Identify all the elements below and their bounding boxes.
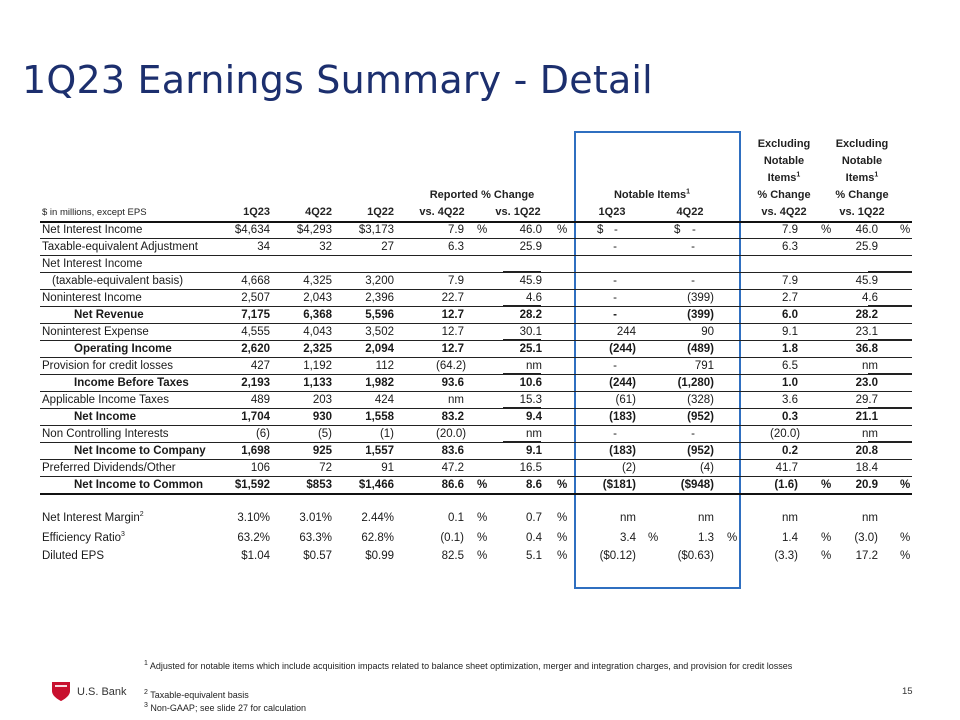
cell-q1-23: 2,507 <box>241 292 270 304</box>
cell-e4: 2.7 <box>782 292 798 304</box>
cell-q1-23: 2,620 <box>241 343 270 355</box>
cell-q4-22: $0.57 <box>303 550 332 562</box>
cell-r4: 86.6 <box>441 479 464 491</box>
cell-r1: 5.1 <box>526 550 542 562</box>
row-divider <box>40 391 912 392</box>
subtotal-underline <box>503 441 541 442</box>
cell-e4: 1.4 <box>782 532 798 544</box>
cell-q1-22: 2,396 <box>365 292 394 304</box>
brand-name: U.S. Bank <box>77 686 127 698</box>
percent-sign: % <box>900 550 911 562</box>
cell-e1: (3.0) <box>854 532 878 544</box>
cell-n4: (399) <box>687 292 714 304</box>
cell-r1: 46.0 <box>519 224 542 236</box>
table-row <box>0 548 960 565</box>
cell-r1: nm <box>526 428 542 440</box>
cell-n1: - <box>613 275 617 287</box>
units-label: $ in millions, except EPS <box>42 207 147 218</box>
cell-q1-22: $1,466 <box>358 479 394 491</box>
table-row <box>0 239 960 256</box>
cell-n1: (183) <box>609 411 636 423</box>
cell-q1-22: 424 <box>374 394 394 406</box>
cell-r4: 7.9 <box>448 224 464 236</box>
cell-n4: - <box>691 241 695 253</box>
col-1q22-header: 1Q22 <box>367 206 394 218</box>
row-divider <box>40 272 912 273</box>
excluding-header-2: Excluding <box>835 138 889 150</box>
cell-r4: 7.9 <box>448 275 464 287</box>
subtotal-underline <box>868 271 912 272</box>
cell-e1: 25.9 <box>855 241 878 253</box>
pct-change-header-1: % Change <box>757 189 811 201</box>
subtotal-underline <box>503 373 541 374</box>
cell-r1: 16.5 <box>519 462 542 474</box>
percent-sign: % <box>557 512 568 524</box>
cell-r1: 9.4 <box>526 411 542 423</box>
cell-n4: 791 <box>694 360 714 372</box>
cell-q1-23: 2,193 <box>241 377 270 389</box>
cell-n4: 1.3 <box>698 532 714 544</box>
cell-n4: (399) <box>687 309 714 321</box>
cell-q4-22: $853 <box>306 479 332 491</box>
cell-q4-22: 2,325 <box>303 343 332 355</box>
cell-q1-22: 5,596 <box>365 309 394 321</box>
cell-r4: 82.5 <box>441 550 464 562</box>
cell-r1: 0.7 <box>526 512 542 524</box>
cell-q4-22: 63.3% <box>299 532 332 544</box>
col-4q22-header: 4Q22 <box>305 206 332 218</box>
cell-q1-22: 27 <box>381 241 394 253</box>
cell-r4: (20.0) <box>436 428 467 440</box>
subtotal-underline <box>503 305 541 306</box>
table-row <box>0 426 960 443</box>
cell-q4-22: 4,043 <box>303 326 332 338</box>
row-divider <box>40 476 912 477</box>
table-row <box>0 530 960 547</box>
ex-vs-1q22-header: vs. 1Q22 <box>839 206 885 218</box>
subtotal-underline <box>868 305 912 306</box>
cell-q1-22: $0.99 <box>365 550 394 562</box>
table-row <box>0 256 960 273</box>
vs-4q22-header: vs. 4Q22 <box>419 206 465 218</box>
notable-header-1: Notable <box>763 155 805 167</box>
cell-q1-23: 427 <box>250 360 270 372</box>
col-1q23-header: 1Q23 <box>243 206 270 218</box>
table-row <box>0 392 960 409</box>
page-number: 15 <box>902 686 913 697</box>
cell-n1: 244 <box>616 326 636 338</box>
cell-q1-23: $4,634 <box>234 224 270 236</box>
items-header-2: Items$^1$ <box>845 171 879 184</box>
table-row <box>0 290 960 307</box>
cell-e1: 29.7 <box>855 394 878 406</box>
table-row <box>0 409 960 426</box>
cell-q1-23: $1,592 <box>234 479 270 491</box>
cell-r1: 9.1 <box>526 445 542 457</box>
cell-q4-22: (5) <box>317 428 332 440</box>
row-label: Preferred Dividends/Other <box>42 462 176 474</box>
row-label: Net Interest Income <box>42 224 143 236</box>
pct-change-header-2: % Change <box>835 189 889 201</box>
cell-n1: (183) <box>609 445 636 457</box>
row-label: Applicable Income Taxes <box>42 394 169 406</box>
cell-e1: 18.4 <box>855 462 878 474</box>
cell-e4: 6.5 <box>782 360 798 372</box>
row-divider <box>40 374 912 375</box>
percent-sign: % <box>477 479 488 491</box>
cell-r1: 25.9 <box>519 241 542 253</box>
cell-r4: 83.2 <box>441 411 464 423</box>
notable-items-header: Notable Items$^1$ <box>613 188 691 201</box>
cell-n4: (952) <box>687 445 714 457</box>
cell-e4: 3.6 <box>782 394 798 406</box>
cell-q4-22: 3.01% <box>299 512 332 524</box>
cell-r4: 47.2 <box>441 462 464 474</box>
cell-e4: 0.3 <box>782 411 798 423</box>
cell-n4: nm <box>698 512 714 524</box>
table-row <box>0 358 960 375</box>
percent-sign: % <box>648 532 659 544</box>
cell-e4: nm <box>782 512 798 524</box>
percent-sign: % <box>477 224 488 236</box>
cell-n4: 90 <box>701 326 714 338</box>
cell-n1: - <box>613 360 617 372</box>
cell-e4: 41.7 <box>775 462 798 474</box>
table-row <box>0 222 960 239</box>
row-divider <box>40 238 912 239</box>
cell-r4: (0.1) <box>440 532 464 544</box>
cell-r4: 12.7 <box>441 309 464 321</box>
cell-e1: 21.1 <box>855 411 878 423</box>
row-label: Net Revenue <box>74 309 144 321</box>
cell-n1: (61) <box>615 394 636 406</box>
cell-n4: - <box>691 428 695 440</box>
cell-q1-22: $3,173 <box>358 224 394 236</box>
reported-change-header: Reported % Change <box>429 189 535 201</box>
row-label: Income Before Taxes <box>74 377 189 389</box>
cell-q1-23: 1,704 <box>241 411 270 423</box>
cell-e1: nm <box>862 428 878 440</box>
subtotal-underline <box>868 407 912 408</box>
cell-e4: 6.0 <box>782 309 798 321</box>
subtotal-underline <box>868 373 912 374</box>
cell-e1: 20.8 <box>855 445 878 457</box>
percent-sign: % <box>557 479 568 491</box>
row-divider <box>40 442 912 443</box>
cell-e1: 20.9 <box>855 479 878 491</box>
cell-e4: 7.9 <box>782 224 798 236</box>
table-row <box>0 341 960 358</box>
cell-e1: 28.2 <box>855 309 878 321</box>
table-row <box>0 324 960 341</box>
cell-e1: nm <box>862 512 878 524</box>
table-row <box>0 460 960 477</box>
footnote-3: $^3$ Non-GAAP; see slide 27 for calculation <box>144 702 307 713</box>
cell-r4: 12.7 <box>441 343 464 355</box>
us-bank-shield-icon <box>50 680 72 707</box>
cell-r1: 30.1 <box>519 326 542 338</box>
items-header-1: Items$^1$ <box>767 171 801 184</box>
notable-4q22-header: 4Q22 <box>676 206 704 218</box>
cell-q1-22: 3,200 <box>365 275 394 287</box>
percent-sign: % <box>821 224 832 236</box>
cell-n1: (2) <box>621 462 636 474</box>
row-label: Noninterest Expense <box>42 326 149 338</box>
cell-q4-22: 203 <box>312 394 332 406</box>
cell-n4: (1,280) <box>677 377 714 389</box>
page-title: 1Q23 Earnings Summary - Detail <box>22 58 653 102</box>
percent-sign: % <box>900 532 911 544</box>
footnote-1: $^1$ Adjusted for notable items which include acquisition impacts related to balance sheet optimization, merger and integration charges, and provision for credit losses <box>144 660 793 671</box>
cell-q1-22: 2,094 <box>365 343 394 355</box>
percent-sign: % <box>477 532 488 544</box>
cell-n1: - <box>614 224 618 236</box>
dollar-sign: $ <box>597 224 604 236</box>
cell-e1: 23.1 <box>855 326 878 338</box>
percent-sign: % <box>821 532 832 544</box>
cell-n1: - <box>613 309 617 321</box>
subtotal-underline <box>503 271 541 272</box>
row-divider <box>40 306 912 307</box>
cell-r1: 15.3 <box>519 394 542 406</box>
percent-sign: % <box>727 532 738 544</box>
cell-n4: (952) <box>687 411 714 423</box>
subtotal-underline <box>868 441 912 442</box>
cell-n4: (328) <box>687 394 714 406</box>
cell-n1: ($0.12) <box>599 550 636 562</box>
cell-q1-22: 91 <box>381 462 394 474</box>
cell-e1: 23.0 <box>855 377 878 389</box>
cell-e4: 0.2 <box>782 445 798 457</box>
cell-n1: ($181) <box>602 479 636 491</box>
cell-q4-22: 925 <box>312 445 332 457</box>
cell-q4-22: 1,192 <box>303 360 332 372</box>
cell-q1-22: 62.8% <box>361 532 394 544</box>
row-divider <box>40 255 912 256</box>
cell-n1: - <box>613 241 617 253</box>
cell-n1: (244) <box>609 343 636 355</box>
cell-n4: (4) <box>699 462 714 474</box>
table-row <box>0 375 960 392</box>
percent-sign: % <box>557 224 568 236</box>
cell-n1: nm <box>620 512 636 524</box>
cell-n4: - <box>691 275 695 287</box>
cell-q4-22: 2,043 <box>303 292 332 304</box>
cell-e4: (20.0) <box>770 428 801 440</box>
cell-r4: 12.7 <box>441 326 464 338</box>
cell-e1: 46.0 <box>855 224 878 236</box>
cell-r1: 8.6 <box>526 479 542 491</box>
cell-e1: 17.2 <box>855 550 878 562</box>
cell-n4: ($0.63) <box>677 550 714 562</box>
cell-r1: 45.9 <box>519 275 542 287</box>
cell-q1-23: 489 <box>250 394 270 406</box>
percent-sign: % <box>821 479 832 491</box>
cell-e1: 4.6 <box>862 292 878 304</box>
cell-q1-23: (6) <box>255 428 270 440</box>
row-label: Taxable-equivalent Adjustment <box>42 241 198 253</box>
table-row <box>0 477 960 494</box>
row-divider <box>40 425 912 426</box>
cell-e1: 36.8 <box>855 343 878 355</box>
cell-r1: 4.6 <box>526 292 542 304</box>
section-rule <box>40 493 912 495</box>
percent-sign: % <box>900 479 911 491</box>
cell-n1: 3.4 <box>620 532 636 544</box>
cell-q4-22: 32 <box>319 241 332 253</box>
cell-q1-23: $1.04 <box>241 550 270 562</box>
cell-e4: 7.9 <box>782 275 798 287</box>
cell-e4: (3.3) <box>774 550 798 562</box>
cell-n4: (489) <box>687 343 714 355</box>
cell-n1: (244) <box>609 377 636 389</box>
cell-q4-22: $4,293 <box>296 224 332 236</box>
cell-q1-23: 63.2% <box>237 532 270 544</box>
row-label: Net Interest Income <box>42 258 143 270</box>
percent-sign: % <box>557 550 568 562</box>
percent-sign: % <box>821 550 832 562</box>
vs-1q22-header: vs. 1Q22 <box>495 206 541 218</box>
percent-sign: % <box>477 550 488 562</box>
cell-e4: 9.1 <box>782 326 798 338</box>
row-divider <box>40 408 912 409</box>
table-row <box>0 510 960 527</box>
row-label: Diluted EPS <box>42 550 105 562</box>
row-divider <box>40 340 912 341</box>
row-label: Net Interest Margin$^2$ <box>42 511 144 524</box>
percent-sign: % <box>557 532 568 544</box>
percent-sign: % <box>477 512 488 524</box>
cell-e4: 6.3 <box>782 241 798 253</box>
cell-q1-23: 4,668 <box>241 275 270 287</box>
row-label: Operating Income <box>74 343 172 355</box>
cell-q4-22: 4,325 <box>303 275 332 287</box>
cell-r1: 28.2 <box>519 309 542 321</box>
cell-n1: - <box>613 292 617 304</box>
cell-q1-22: (1) <box>379 428 394 440</box>
row-divider <box>40 289 912 290</box>
percent-sign: % <box>900 224 911 236</box>
table-row <box>0 307 960 324</box>
cell-r4: (64.2) <box>436 360 467 372</box>
cell-q1-23: 4,555 <box>241 326 270 338</box>
cell-q1-22: 1,558 <box>365 411 394 423</box>
cell-q1-23: 106 <box>250 462 270 474</box>
table-row <box>0 443 960 460</box>
cell-r4: 93.6 <box>441 377 464 389</box>
cell-r4: 0.1 <box>448 512 464 524</box>
cell-q4-22: 72 <box>319 462 332 474</box>
cell-r4: 22.7 <box>441 292 464 304</box>
cell-e4: 1.0 <box>782 377 798 389</box>
cell-e1: 45.9 <box>855 275 878 287</box>
cell-r1: 0.4 <box>526 532 542 544</box>
cell-q1-22: 1,982 <box>365 377 394 389</box>
row-divider <box>40 323 912 324</box>
cell-q1-23: 1,698 <box>241 445 270 457</box>
cell-q1-23: 3.10% <box>237 512 270 524</box>
cell-n4: - <box>692 224 696 236</box>
cell-q4-22: 1,133 <box>303 377 332 389</box>
cell-q1-22: 3,502 <box>365 326 394 338</box>
cell-q1-22: 1,557 <box>365 445 394 457</box>
subtotal-underline <box>868 339 912 340</box>
row-divider <box>40 459 912 460</box>
table-row <box>0 273 960 290</box>
cell-e1: nm <box>862 360 878 372</box>
cell-r4: nm <box>448 394 464 406</box>
dollar-sign: $ <box>674 224 681 236</box>
cell-q4-22: 6,368 <box>303 309 332 321</box>
subtotal-underline <box>503 339 541 340</box>
cell-q4-22: 930 <box>312 411 332 423</box>
cell-q1-22: 2.44% <box>361 512 394 524</box>
row-label: Net Income to Common <box>74 479 204 491</box>
cell-r4: 83.6 <box>441 445 464 457</box>
footnote-2: $^2$ Taxable-equivalent basis <box>144 689 249 700</box>
cell-q1-23: 34 <box>257 241 270 253</box>
cell-n4: ($948) <box>680 479 714 491</box>
row-label: Net Income to Company <box>74 445 206 457</box>
ex-vs-4q22-header: vs. 4Q22 <box>761 206 807 218</box>
cell-r1: 10.6 <box>519 377 542 389</box>
excluding-header-1: Excluding <box>757 138 811 150</box>
cell-r1: nm <box>526 360 542 372</box>
row-divider <box>40 357 912 358</box>
cell-e4: 1.8 <box>782 343 798 355</box>
subtotal-underline <box>503 407 541 408</box>
cell-e4: (1.6) <box>774 479 798 491</box>
cell-q1-22: 112 <box>375 360 394 372</box>
notable-header-2: Notable <box>841 155 883 167</box>
cell-r1: 25.1 <box>519 343 542 355</box>
notable-1q23-header: 1Q23 <box>598 206 626 218</box>
cell-n1: - <box>613 428 617 440</box>
row-label: Net Income <box>74 411 136 423</box>
cell-q1-23: 7,175 <box>241 309 270 321</box>
row-label: Efficiency Ratio$^3$ <box>42 531 125 544</box>
row-label: Provision for credit losses <box>42 360 174 372</box>
cell-r4: 6.3 <box>448 241 464 253</box>
row-label: Non Controlling Interests <box>42 428 169 440</box>
row-label: Noninterest Income <box>42 292 142 304</box>
row-label: (taxable-equivalent basis) <box>52 275 184 287</box>
